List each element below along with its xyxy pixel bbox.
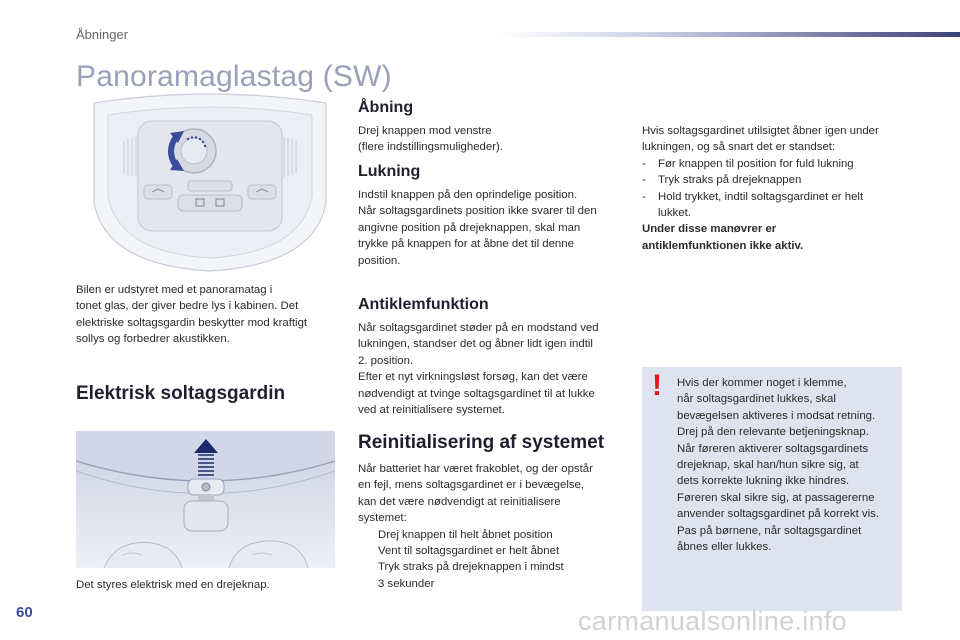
- dash-marker: -: [642, 157, 646, 170]
- list-item: - Hold trykket, indtil soltagsgardinet er helt: [642, 189, 879, 205]
- list-item: Tryk straks på drejeknappen i mindst: [358, 559, 593, 575]
- heading-reinit: Reinitialisering af systemet: [358, 432, 605, 453]
- opening-paragraph: Drej knappen mod venstre (flere indstillingsmuligheder).: [358, 125, 503, 154]
- bullet-icon: [358, 543, 378, 559]
- right-paragraph: Hvis soltagsgardinet utilsigtet åbner igen under lukningen, og så snart det er standset: - Før knappen til position for fuld lukning - Tryk straks på drejeknappen - Hold trykket, indtil soltagsgardinet er helt lukket. Under disse manøvrer er antiklemfunktionen ikke aktiv.: [642, 123, 879, 254]
- heading-closing: Lukning: [358, 163, 421, 180]
- header-bar: [498, 32, 960, 37]
- warning-text: Hvis der kommer noget i klemme, når soltagsgardinet lukkes, skal bevægelsen aktiveres i modsat retning. Drej på den relevante betjeningsknap. Når føreren aktiverer soltagsgardinets drejeknap, skal han/hun sikre sig, at dets korrekte lukning ikke hindres. Føreren skal sikre sig, at passagererne anvender soltagsgardinet på korrekt vis. Pas på børnene, når soltagsgardinet åbnes eller lukkes.: [677, 377, 879, 554]
- section-label: Åbninger: [76, 27, 129, 42]
- console-illustration: [84, 93, 336, 273]
- closing-paragraph: Indstil knappen på den oprindelige position. Når soltagsgardinets position ikke svarer til den angivne position på drejeknappen, skal man trykke på knappen for at åbne det til denne position.: [358, 189, 597, 267]
- list-item: Drej knappen til helt åbnet position: [358, 527, 593, 543]
- figure-caption: Det styres elektrisk med en drejeknap.: [76, 579, 270, 591]
- page-title: Panoramaglastag (SW): [76, 60, 392, 93]
- intro-paragraph: Bilen er udstyret med et panoramatag i tonet glas, der giver bedre lys i kabinen. Det elektriske soltagsgardin beskytter mod kraftigt sollys og forbedrer akustikken.: [76, 284, 308, 346]
- warning-icon: !: [652, 369, 662, 402]
- bullet-icon: [358, 527, 378, 543]
- antipinch-paragraph: Når soltagsgardinet støder på en modstand ved lukningen, standser det og åbner lidt igen indtil 2. position. Efter et nyt virkningsløst forsøg, kan det være nødvendigt at tvinge soltagsgardinet til at lukke ved at reinitialisere systemet.: [358, 322, 599, 417]
- bullet-icon: [358, 559, 378, 575]
- reinit-paragraph: Når batteriet har været frakoblet, og der opstår en fejl, mens soltagsgardinet er i bevægelse, kan det være nødvendigt at reinitialisere systemet: Drej knappen til helt åbnet position Vent til soltagsgardinet er helt åbnet Tryk straks på drejeknappen i mindst 3 sekunder: [358, 463, 593, 590]
- warning-note: Under disse manøvrer er: [642, 223, 777, 236]
- heading-antipinch: Antiklemfunktion: [358, 296, 489, 313]
- list-item: - Før knappen til position for fuld lukning: [642, 156, 879, 172]
- watermark: carmanualsonline.info: [578, 606, 847, 636]
- list-item: - Tryk straks på drejeknappen: [642, 172, 879, 188]
- subtitle: Elektrisk soltagsgardin: [76, 383, 286, 404]
- heading-opening: Åbning: [358, 99, 414, 116]
- warning-note: antiklemfunktionen ikke aktiv.: [642, 239, 804, 252]
- dash-marker: -: [642, 174, 646, 187]
- page-number: 60: [16, 604, 33, 621]
- dash-marker: -: [642, 190, 646, 203]
- list-item: Vent til soltagsgardinet er helt åbnet: [358, 543, 593, 559]
- roof-illustration: [76, 431, 335, 568]
